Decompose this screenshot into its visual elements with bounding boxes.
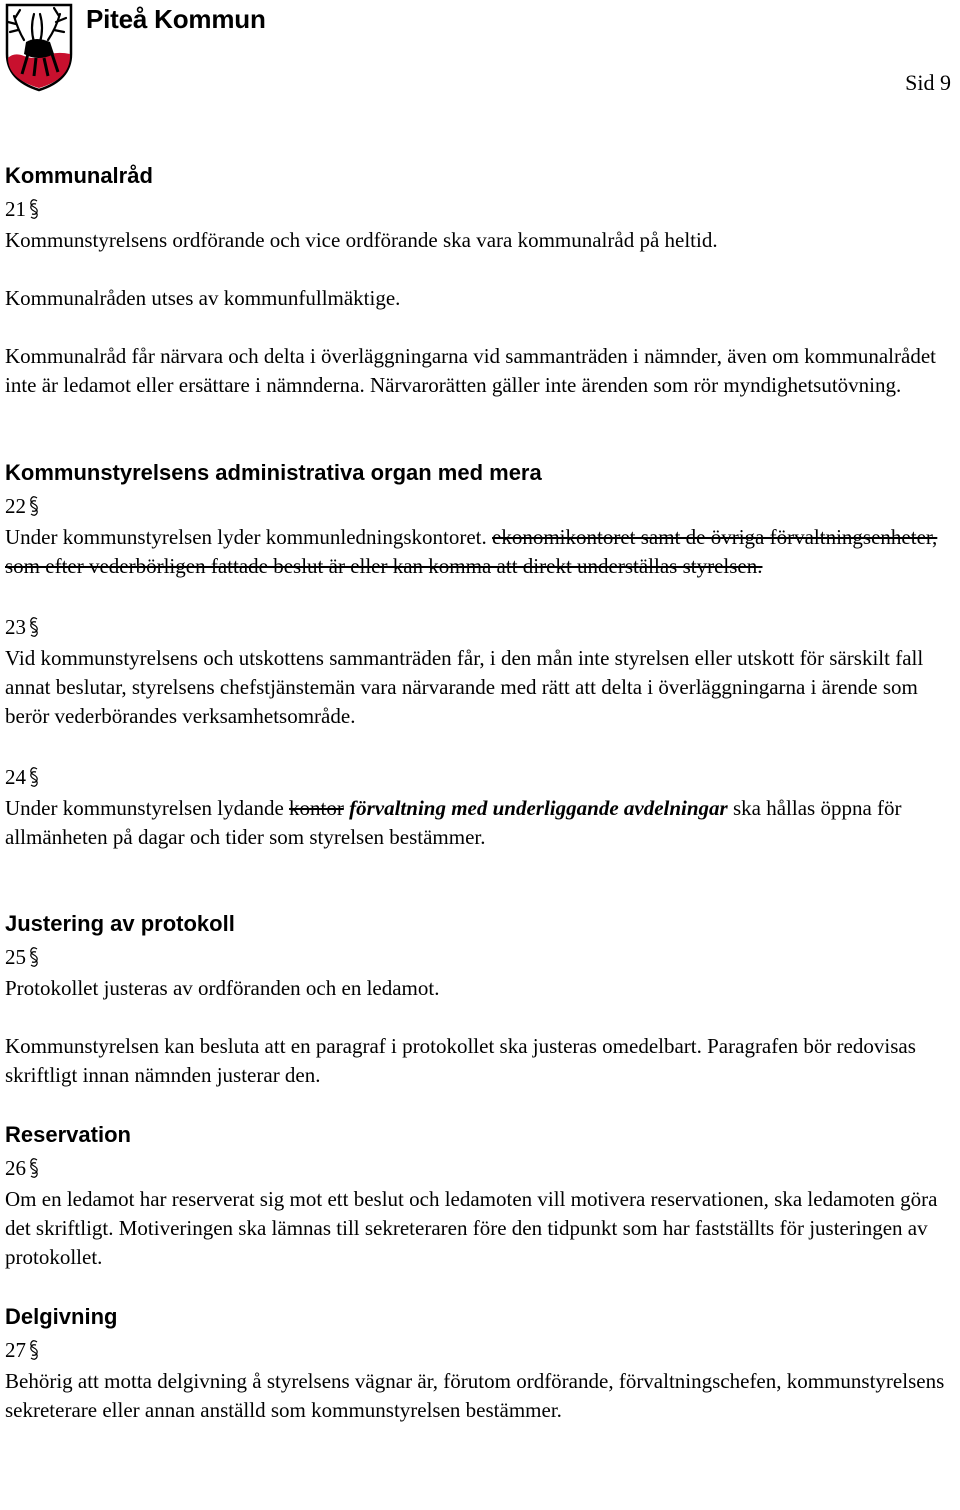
- paragraph-23-text: Vid kommunstyrelsens och utskottens sammanträden får, i den mån inte styrelsen eller utskott för särskilt fall annat beslutar, styrelsens chefstjänstemän vara närvarande med rätt att delta i överläggningarna i ärende som berör vederbörandes verksamhetsområde.: [5, 646, 924, 728]
- coat-of-arms-logo: [4, 2, 74, 92]
- paragraph-22-text: [5, 523, 957, 581]
- paragraph-24-struck-text: kontor: [289, 796, 344, 820]
- paragraph-22-current-text: Under kommunstyrelsen lyder kommunledningskontoret.: [5, 525, 487, 549]
- document-body: [5, 160, 957, 1425]
- paragraph-number-22: 22: [5, 489, 957, 523]
- section-sign-icon: [28, 616, 40, 638]
- paragraph-number-24: 24: [5, 760, 957, 794]
- section-sign-icon: [28, 495, 40, 517]
- paragraph-21-text-3: Kommunalråd får närvara och delta i överläggningarna vid sammanträden i nämnder, även om kommunalrådet inte är ledamot eller ersättare i nämnderna. Närvarorätten gäller inte ärenden som rör myndighetsutövning.: [5, 344, 936, 397]
- paragraph-number-25: 25: [5, 940, 957, 974]
- section-sign-icon: [28, 1339, 40, 1361]
- paragraph-21-text-2: Kommunalråden utses av kommunfullmäktige.: [5, 286, 401, 310]
- paragraph-25-text-1: Protokollet justeras av ordföranden och en ledamot.: [5, 976, 440, 1000]
- paragraph-24-text: Under kommunstyrelsen lydande kontor förvaltning med underliggande avdelningar ska hållas öppna för allmänheten på dagar och tider som styrelsen bestämmer.: [5, 796, 902, 849]
- paragraph-27-text: Behörig att motta delgivning å styrelsens vägnar är, förutom ordförande, förvaltningschefen, kommunstyrelsens sekreterare eller annan anställd som kommunstyrelsen bestämmer.: [5, 1369, 945, 1422]
- paragraph-26-text: Om en ledamot har reserverat sig mot ett beslut och ledamoten vill motivera reservationen, ska ledamoten göra det skriftligt. Motiveringen ska lämnas till sekreteraren före den tidpunkt som har fastställts för justeringen av protokollet.: [5, 1187, 938, 1269]
- organization-name: Piteå Kommun: [86, 4, 266, 34]
- section-sign-icon: [28, 198, 40, 220]
- paragraph-number-23: 23: [5, 610, 957, 644]
- page-number: Sid 9: [905, 70, 951, 95]
- paragraph-number-27: 27: [5, 1333, 957, 1367]
- section-sign-icon: [28, 946, 40, 968]
- paragraph-25-text-2: Kommunstyrelsen kan besluta att en paragraf i protokollet ska justeras omedelbart. Paragrafen bör redovisas skriftligt innan nämnden justerar den.: [5, 1034, 916, 1087]
- paragraph-24-inserted-text: förvaltning med underliggande avdelningar: [349, 796, 728, 820]
- section-heading-administrativa-organ: Kommunstyrelsens administrativa organ med mera: [5, 460, 542, 485]
- section-sign-icon: [28, 766, 40, 788]
- section-heading-reservation: Reservation: [5, 1122, 131, 1147]
- section-heading-kommunalrad: Kommunalråd: [5, 163, 153, 188]
- section-sign-icon: [28, 1157, 40, 1179]
- paragraph-number-21: 21: [5, 192, 957, 226]
- paragraph-22-struck-text: ekonomikontoret samt de övriga förvaltningsenheter, som efter vederbörligen fattade beslut är eller kan komma att direkt underställas styrelsen.: [5, 525, 938, 578]
- paragraph-number-26: 26: [5, 1151, 957, 1185]
- paragraph-21-text-1: Kommunstyrelsens ordförande och vice ordförande ska vara kommunalråd på heltid.: [5, 228, 718, 252]
- section-heading-justering: Justering av protokoll: [5, 911, 235, 936]
- section-heading-delgivning: Delgivning: [5, 1304, 118, 1329]
